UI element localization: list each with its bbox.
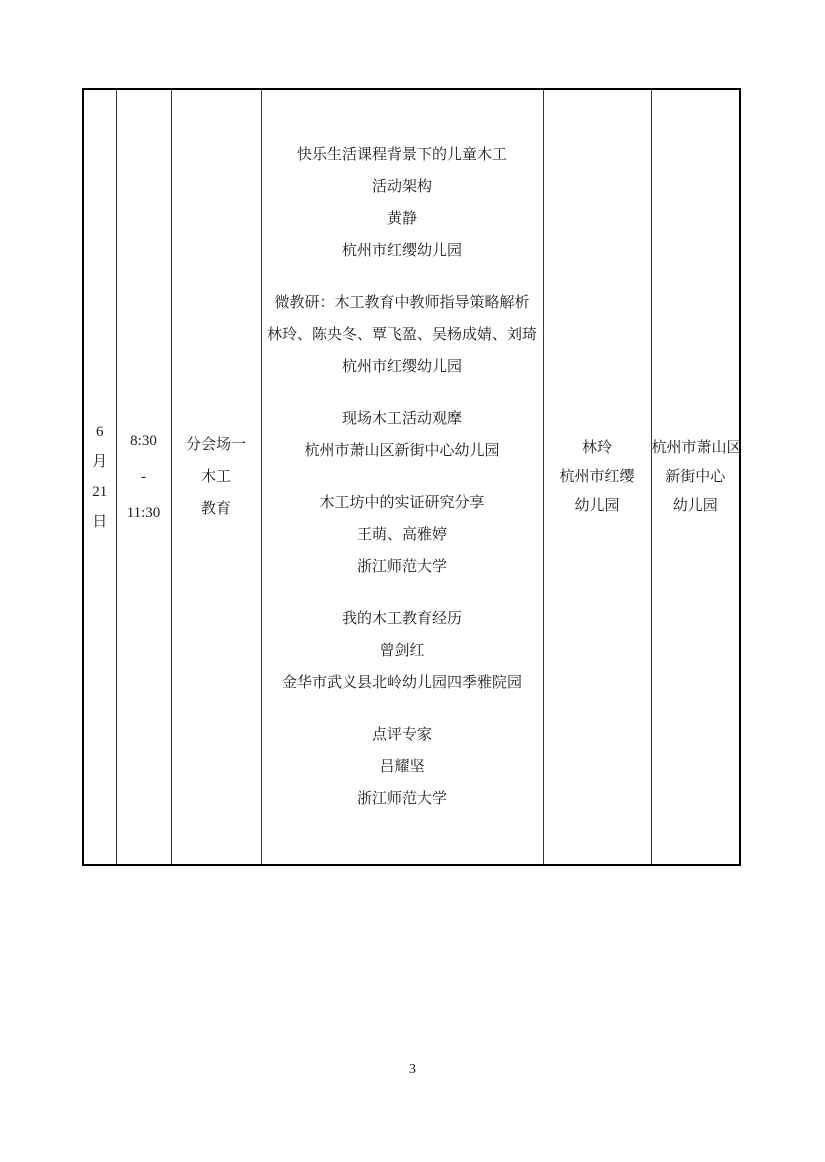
text-line: - bbox=[141, 469, 146, 485]
text-line: 6 bbox=[96, 424, 104, 440]
text-line: 木工 bbox=[200, 469, 231, 485]
text-line: 金华市武义县北岭幼儿园四季雅院园 bbox=[281, 675, 522, 691]
text-line: 浙江师范大学 bbox=[356, 791, 447, 807]
program-group bbox=[262, 719, 543, 815]
program-group bbox=[262, 403, 543, 467]
venue-cell bbox=[651, 89, 740, 865]
text-line: 8:30 bbox=[130, 433, 157, 449]
text-line: 微教研：木工教育中教师指导策略解析 bbox=[274, 295, 530, 311]
schedule-row bbox=[83, 89, 740, 865]
text-line: 曾剑红 bbox=[379, 643, 425, 659]
text-line: 月 bbox=[92, 454, 108, 470]
text-line: 杭州市红缨幼儿园 bbox=[341, 359, 462, 375]
session-cell bbox=[171, 89, 261, 865]
text-line: 杭州市萧山区新街中心幼儿园 bbox=[304, 443, 500, 459]
text-line: 幼儿园 bbox=[672, 497, 718, 514]
text-line: 王萌、高雅婷 bbox=[356, 527, 447, 543]
text-line: 分会场一 bbox=[185, 437, 246, 453]
text-line: 杭州市萧山区 bbox=[651, 439, 742, 456]
text-line: 新街中心 bbox=[665, 468, 726, 485]
host-cell bbox=[543, 89, 651, 865]
text-line: 杭州市红缨幼儿园 bbox=[341, 243, 462, 259]
text-line: 林玲、陈央冬、覃飞盈、吴杨成婧、刘琦 bbox=[266, 327, 537, 343]
text-line: 林玲 bbox=[581, 439, 612, 456]
text-line: 幼儿园 bbox=[574, 497, 620, 514]
program-cell bbox=[261, 89, 543, 865]
program-group bbox=[262, 487, 543, 583]
text-line: 现场木工活动观摩 bbox=[341, 411, 462, 427]
text-line: 黄静 bbox=[386, 211, 417, 227]
program-group bbox=[262, 603, 543, 699]
time-cell bbox=[116, 89, 171, 865]
text-line: 教育 bbox=[200, 501, 231, 517]
date-cell bbox=[83, 89, 116, 865]
text-line: 木工坊中的实证研究分享 bbox=[319, 495, 485, 511]
text-line: 活动架构 bbox=[371, 179, 432, 195]
text-line: 我的木工教育经历 bbox=[341, 611, 462, 627]
schedule-table bbox=[82, 88, 741, 866]
text-line: 浙江师范大学 bbox=[356, 559, 447, 575]
text-line: 快乐生活课程背景下的儿童木工 bbox=[296, 147, 507, 163]
text-line: 11:30 bbox=[126, 505, 161, 521]
text-line: 日 bbox=[92, 514, 108, 530]
text-line: 杭州市红缨 bbox=[559, 468, 635, 485]
text-line: 21 bbox=[92, 484, 108, 500]
text-line: 吕耀坚 bbox=[379, 759, 425, 775]
text-line: 点评专家 bbox=[371, 727, 432, 743]
program-group bbox=[262, 287, 543, 383]
program-group bbox=[262, 139, 543, 267]
page-number: 3 bbox=[409, 1062, 416, 1077]
